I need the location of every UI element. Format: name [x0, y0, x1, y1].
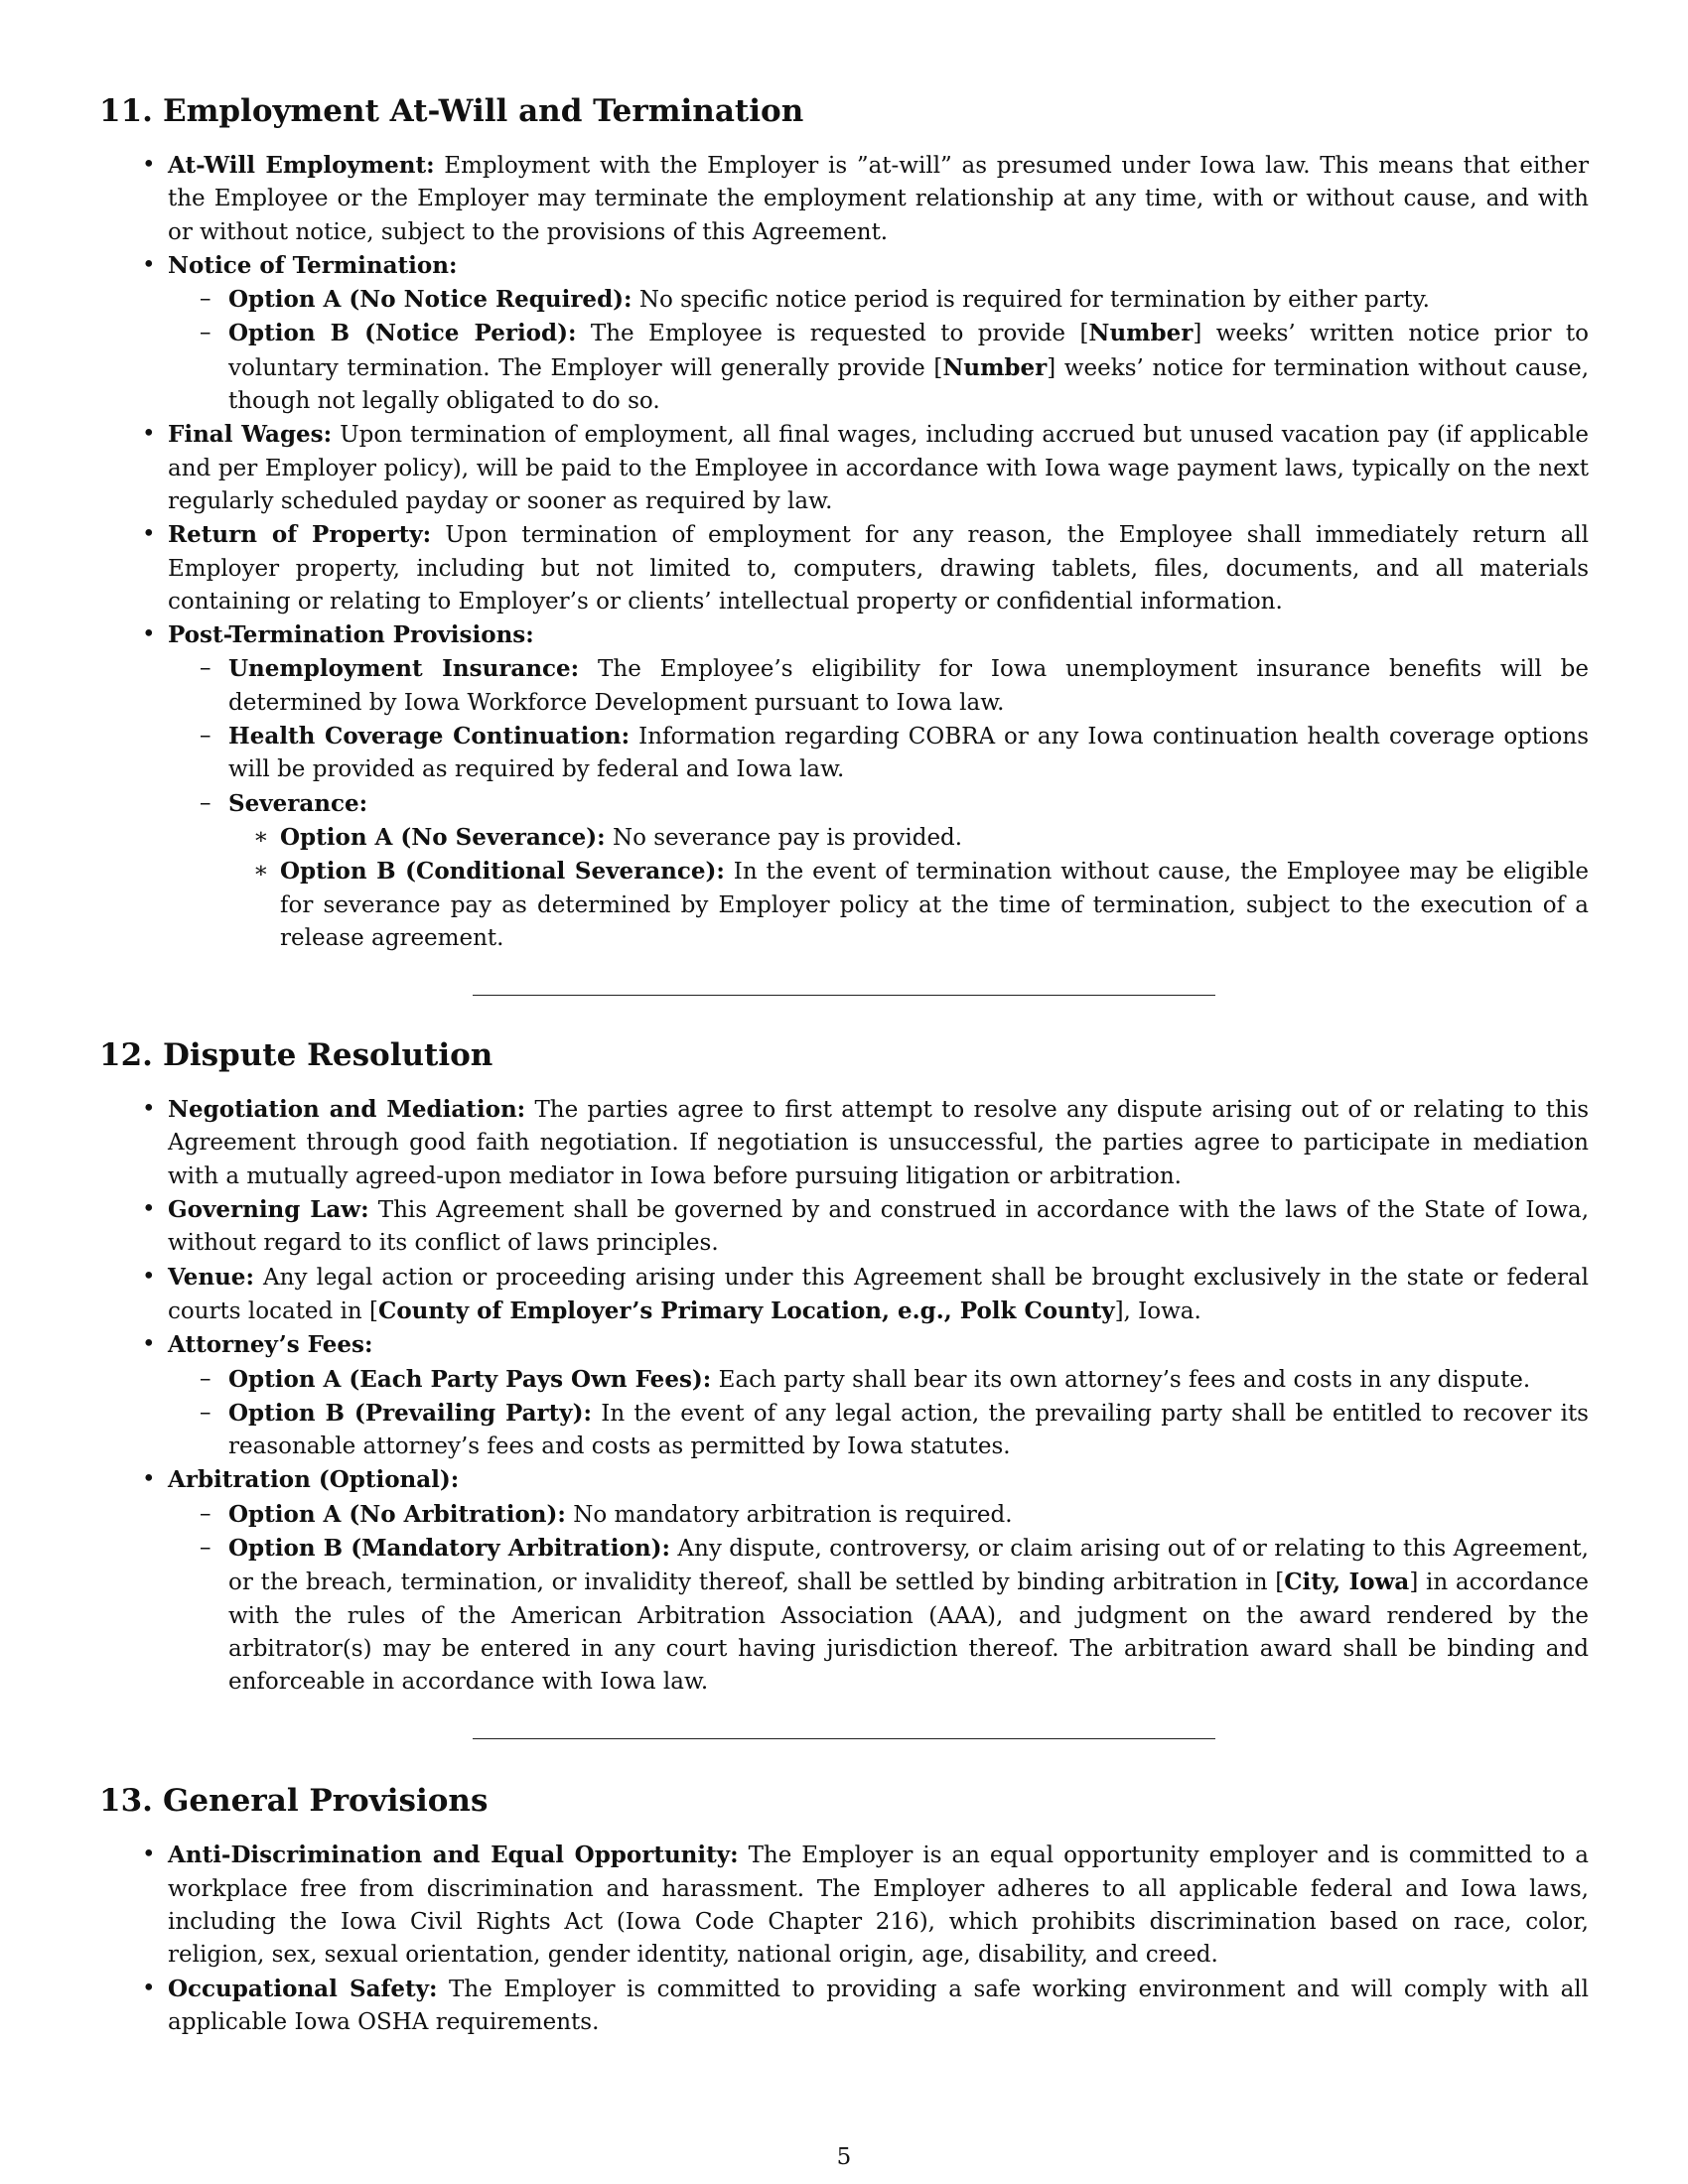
page-number: 5 — [836, 2144, 852, 2170]
section-heading: 13. General Provisions — [99, 1783, 489, 1820]
sub-sub-item-option-a: ∗ Option A (No Severance): No severance pay is provided. — [280, 821, 1589, 855]
list-item-at-will: • At-Will Employment: Employment with the Employer is ”at-will” as presumed under Iowa law. This means that either the Employee or the Employer may terminate the employment relationship at any time, with or without cause, and with or without notice, subject to the provisions of this Agreement. — [168, 149, 1589, 249]
list-item-final-wages: • Final Wages: Upon termination of employment, all final wages, including accrued but unused vacation pay (if applicable and per Employer policy), will be paid to the Employee in accordance with Iowa wage payment laws, typically on the next regularly scheduled payday or sooner as required by law. — [168, 418, 1589, 518]
list-item-return-property: • Return of Property: Upon termination of employment for any reason, the Employee shall immediately return all Employer property, including but not limited to, computers, drawing tablets, files, documents, and all materials containing or relating to Employer’s or clients’ intellectual property or confidential information. — [168, 518, 1589, 618]
document-page — [99, 91, 1589, 2039]
placeholder-field: Number — [942, 353, 1048, 381]
sub-item-option-a: – Option A (No Arbitration): No mandatory arbitration is required. — [228, 1498, 1589, 1532]
section-list — [99, 149, 1589, 955]
sub-list — [168, 652, 1589, 955]
section-divider — [473, 1738, 1215, 1739]
list-item-venue: • Venue: Any legal action or proceeding arising under this Agreement shall be brought exclusively in the state or federal courts located in [County of Employer’s Primary Location, e.g., Polk County], Iowa. — [168, 1261, 1589, 1329]
list-item-notice: • Notice of Termination: – Option A (No Notice Required): No specific notice period is required for termination by either party. – Option B (Notice Period): The Employee is requested to provide [Number] weeks’ written notice prior to voluntary termination. The Employer will generally provide [Number] weeks’ notice for termination without cause, though not legally obligated to do so. — [168, 249, 1589, 418]
sub-list — [168, 1498, 1589, 1700]
sub-list — [168, 283, 1589, 418]
sub-sub-list — [228, 821, 1589, 955]
list-item-arbitration: • Arbitration (Optional): – Option A (No Arbitration): No mandatory arbitration is required. – Option B (Mandatory Arbitration): Any dispute, controversy, or claim arising out of or relating to this Agreement, or the breach, termination, or invalidity thereof, shall be settled by binding arbitration in [City, Iowa] in accordance with the rules of the American Arbitration Association (AAA), and judgment on the award rendered by the arbitrator(s) may be entered in any court having jurisdiction thereof. The arbitration award shall be binding and enforceable in accordance with Iowa law. — [168, 1463, 1589, 1699]
placeholder-field: County of Employer’s Primary Location, e.g., Polk County — [378, 1297, 1115, 1324]
sub-item-option-b: – Option B (Notice Period): The Employee is requested to provide [Number] weeks’ written notice prior to voluntary termination. The Employer will generally provide [Number] weeks’ notice for termination without cause, though not legally obligated to do so. — [228, 317, 1589, 418]
sub-item-option-a: – Option A (No Notice Required): No specific notice period is required for termination by either party. — [228, 283, 1589, 317]
list-item-attorney-fees: • Attorney’s Fees: – Option A (Each Party Pays Own Fees): Each party shall bear its own attorney’s fees and costs in any dispute. – Option B (Prevailing Party): In the event of any legal action, the prevailing party shall be entitled to recover its reasonable attorney’s fees and costs as permitted by Iowa statutes. — [168, 1328, 1589, 1463]
list-item-anti-discrimination: • Anti-Discrimination and Equal Opportunity: The Employer is an equal opportunity employer and is committed to a workplace free from discrimination and harassment. The Employer adheres to all applicable federal and Iowa laws, including the Iowa Civil Rights Act (Iowa Code Chapter 216), which prohibits discrimination based on race, color, religion, sex, sexual orientation, gender identity, national origin, age, disability, and creed. — [168, 1839, 1589, 1972]
placeholder-field: Number — [1088, 320, 1194, 347]
sub-item-unemployment: – Unemployment Insurance: The Employee’s eligibility for Iowa unemployment insurance benefits will be determined by Iowa Workforce Development pursuant to Iowa law. — [228, 652, 1589, 720]
section-list — [99, 1839, 1589, 2039]
list-item-occupational-safety: • Occupational Safety: The Employer is committed to providing a safe working environment and will comply with all applicable Iowa OSHA requirements. — [168, 1973, 1589, 2040]
sub-list — [168, 1363, 1589, 1464]
sub-item-health-coverage: – Health Coverage Continuation: Information regarding COBRA or any Iowa continuation health coverage options will be provided as required by federal and Iowa law. — [228, 720, 1589, 787]
section-general-provisions — [99, 1781, 1589, 2039]
section-heading: 11. Employment At-Will and Termination — [99, 93, 804, 129]
sub-item-option-b: – Option B (Prevailing Party): In the event of any legal action, the prevailing party shall be entitled to recover its reasonable attorney’s fees and costs as permitted by Iowa statutes. — [228, 1397, 1589, 1464]
section-list — [99, 1093, 1589, 1699]
sub-item-option-a: – Option A (Each Party Pays Own Fees): Each party shall bear its own attorney’s fees and costs in any dispute. — [228, 1363, 1589, 1397]
placeholder-field: City, Iowa — [1284, 1569, 1410, 1596]
list-item-post-termination: • Post-Termination Provisions: – Unemployment Insurance: The Employee’s eligibility for Iowa unemployment insurance benefits will be determined by Iowa Workforce Development pursuant to Iowa law. – Health Coverage Continuation: Information regarding COBRA or any Iowa continuation health coverage options will be provided as required by federal and Iowa law. – Severance: ∗ Option A (No Severance): No severance pay is provided. ∗ Option B (Conditional Severance): In the event of termination without cause, the Employee may be eligible for severance pay as determined by Employer policy at the time of termination, subject to the execution of a release agreement. — [168, 618, 1589, 955]
list-item-governing-law: • Governing Law: This Agreement shall be governed by and construed in accordance with the laws of the State of Iowa, without regard to its conflict of laws principles. — [168, 1193, 1589, 1261]
section-divider — [473, 995, 1215, 996]
section-dispute-resolution — [99, 1035, 1589, 1699]
list-item-negotiation: • Negotiation and Mediation: The parties agree to first attempt to resolve any dispute arising out of or relating to this Agreement through good faith negotiation. If negotiation is unsuccessful, the parties agree to participate in mediation with a mutually agreed-upon mediator in Iowa before pursuing litigation or arbitration. — [168, 1093, 1589, 1193]
section-heading: 12. Dispute Resolution — [99, 1037, 493, 1074]
sub-item-severance: – Severance: ∗ Option A (No Severance): No severance pay is provided. ∗ Option B (Conditional Severance): In the event of termination without cause, the Employee may be eligible for severance pay as determined by Employer policy at the time of termination, subject to the execution of a release agreement. — [228, 787, 1589, 955]
section-employment-at-will — [99, 91, 1589, 955]
sub-sub-item-option-b: ∗ Option B (Conditional Severance): In the event of termination without cause, the Employee may be eligible for severance pay as determined by Employer policy at the time of termination, subject to the execution of a release agreement. — [280, 855, 1589, 955]
sub-item-option-b: – Option B (Mandatory Arbitration): Any dispute, controversy, or claim arising out of or relating to this Agreement, or the breach, termination, or invalidity thereof, shall be settled by binding arbitration in [City, Iowa] in accordance with the rules of the American Arbitration Association (AAA), and judgment on the award rendered by the arbitrator(s) may be entered in any court having jurisdiction thereof. The arbitration award shall be binding and enforceable in accordance with Iowa law. — [228, 1532, 1589, 1699]
